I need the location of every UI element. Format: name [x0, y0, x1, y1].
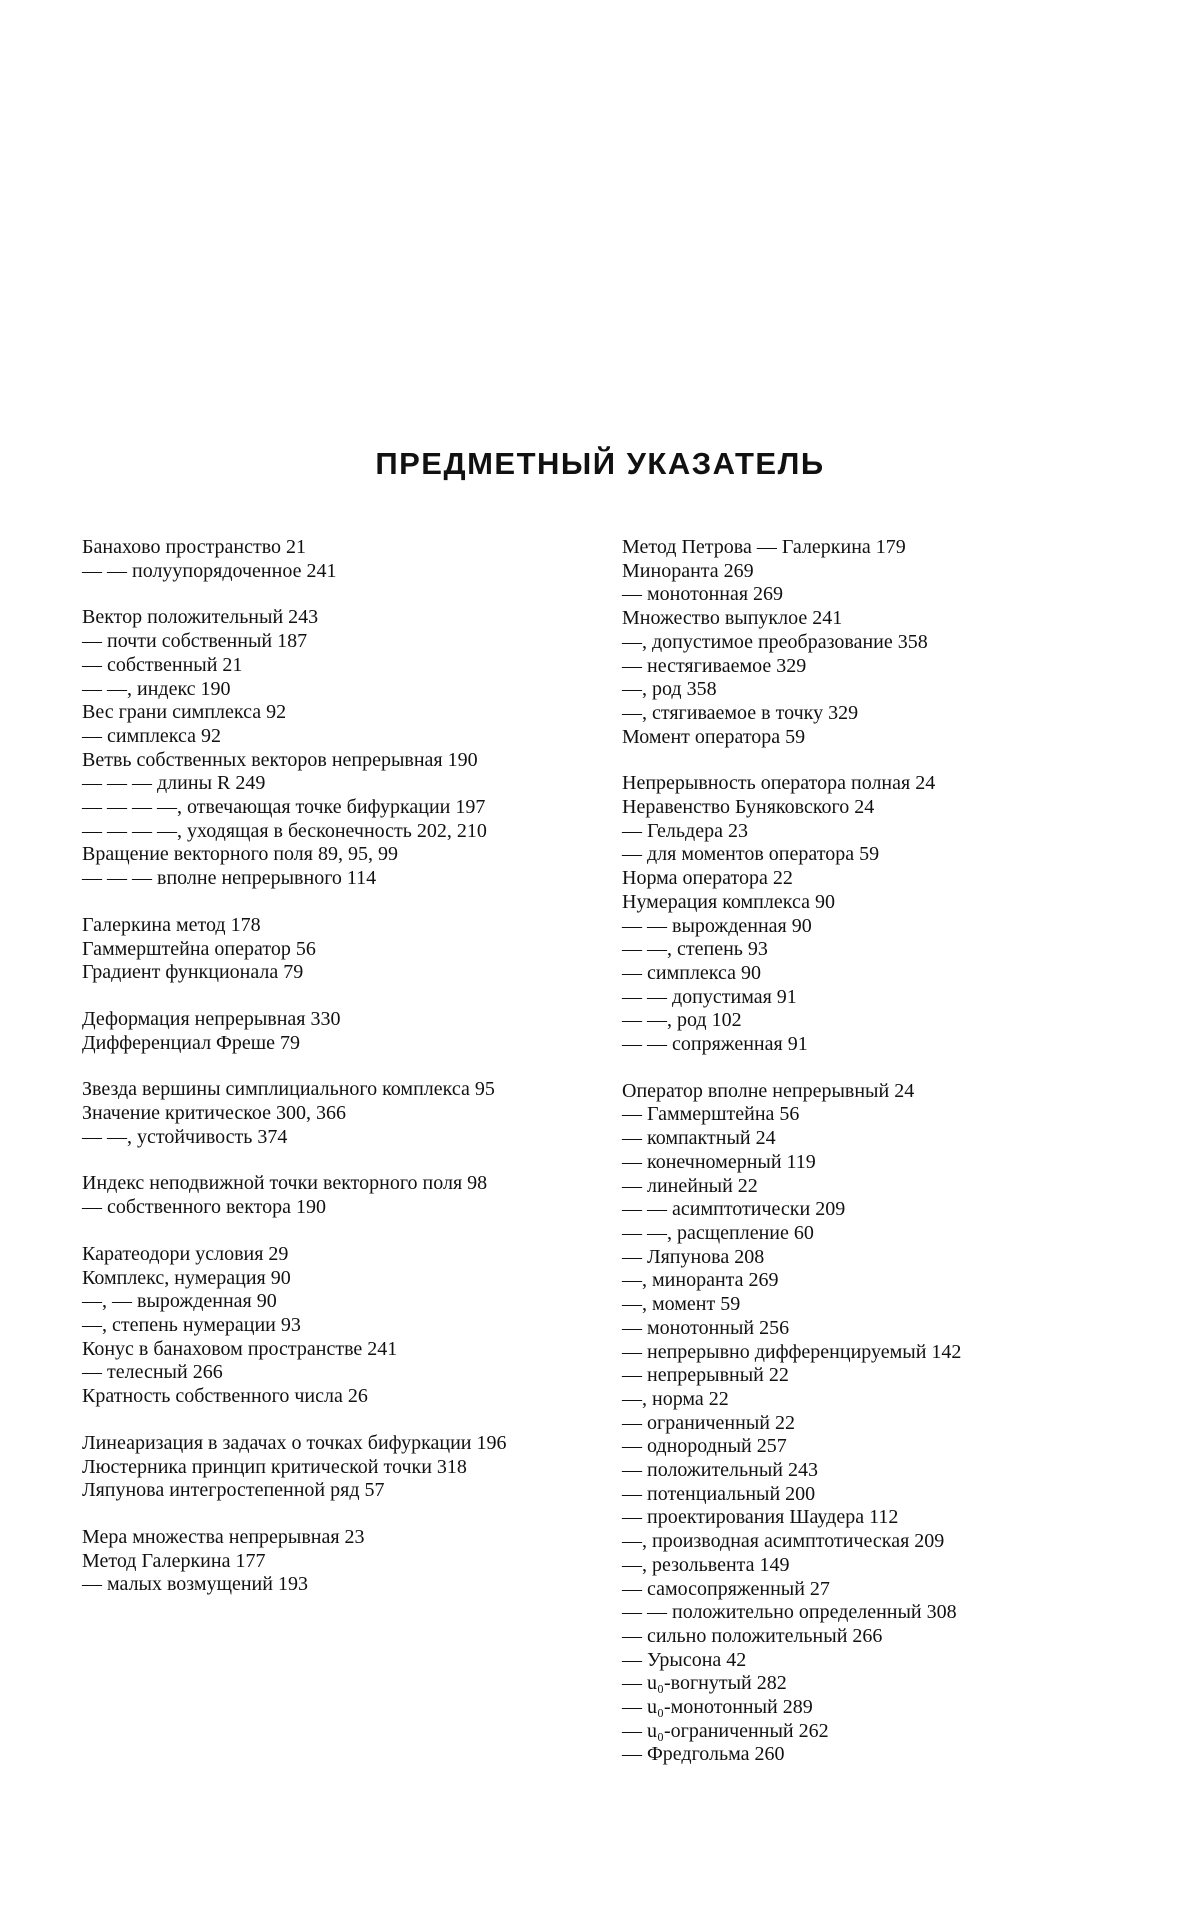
index-entry: Ветвь собственных векторов непрерывная 190 [82, 748, 478, 771]
index-entry: — —, род 102 [622, 1009, 742, 1032]
index-group [82, 1432, 577, 1503]
index-entry: — — сопряженная 91 [622, 1033, 808, 1056]
index-entry: Деформация непрерывная 330 [82, 1007, 341, 1030]
index-entry: — —, степень 93 [622, 938, 768, 961]
index-entry: — симплекса 90 [622, 961, 762, 984]
index-entry: — Ляпунова 208 [622, 1245, 765, 1268]
index-entry: Линеаризация в задачах о точках бифуркации 196 [82, 1431, 507, 1454]
index-entry: — —, индекс 190 [82, 677, 231, 700]
index-entry: —, производная асимптотическая 209 [622, 1530, 945, 1553]
index-entry: — линейный 22 [622, 1174, 758, 1197]
index-group [82, 1078, 577, 1149]
index-entry: —, степень нумерации 93 [82, 1313, 301, 1336]
index-entry: Люстерника принцип критической точки 318 [82, 1455, 467, 1478]
index-entry: Значение критическое 300, 366 [82, 1102, 347, 1125]
index-entry: Оператор вполне непрерывный 24 [622, 1079, 915, 1102]
index-group [622, 1080, 1108, 1767]
index-group [82, 1243, 577, 1409]
index-entry: Непрерывность оператора полная 24 [622, 772, 936, 795]
index-entry: — — асимптотически 209 [622, 1198, 846, 1221]
index-entry: Галеркина метод 178 [82, 913, 261, 936]
index-entry: —, норма 22 [622, 1387, 729, 1410]
index-entry: — телесный 266 [82, 1361, 223, 1384]
index-entry: — u₀-монотонный 289 [622, 1696, 813, 1719]
index-entry: Гаммерштейна оператор 56 [82, 937, 316, 960]
index-entry: — Гельдера 23 [622, 819, 748, 842]
index-entry: — u₀-вогнутый 282 [622, 1672, 787, 1695]
index-entry: — монотонный 256 [622, 1316, 790, 1339]
index-entry: Дифференциал Фреше 79 [82, 1031, 300, 1054]
index-entry: — малых возмущений 193 [82, 1573, 308, 1596]
index-group [622, 536, 1108, 749]
index-entry: — — — длины R 249 [82, 772, 266, 795]
index-entry: Ляпунова интегростепенной ряд 57 [82, 1479, 385, 1502]
index-entry: — — положительно определенный 308 [622, 1601, 957, 1624]
index-entry: — — — —, отвечающая точке бифуркации 197 [82, 796, 486, 819]
index-entry: — положительный 243 [622, 1459, 819, 1482]
index-entry: Каратеодори условия 29 [82, 1242, 289, 1265]
index-entry: — непрерывно дифференцируемый 142 [622, 1340, 962, 1363]
index-entry: — ограниченный 22 [622, 1411, 795, 1434]
index-entry: Вектор положительный 243 [82, 606, 319, 629]
index-entry: —, резольвента 149 [622, 1553, 790, 1576]
index-entry: — Фредгольма 260 [622, 1743, 785, 1766]
index-group [82, 1008, 577, 1055]
index-entry: Комплекс, нумерация 90 [82, 1266, 291, 1289]
index-entry: —, род 358 [622, 678, 717, 701]
index-entry: —, — вырожденная 90 [82, 1290, 277, 1313]
index-entry: — непрерывный 22 [622, 1364, 789, 1387]
index-entry: — проектирования Шаудера 112 [622, 1506, 899, 1529]
index-entry: Норма оператора 22 [622, 867, 793, 890]
index-entry: Нумерация комплекса 90 [622, 890, 835, 913]
index-entry: —, допустимое преобразование 358 [622, 630, 928, 653]
index-group [82, 606, 577, 890]
index-group [82, 914, 577, 985]
index-entry: — —, устойчивость 374 [82, 1125, 288, 1148]
index-column-right [622, 536, 1108, 1790]
index-entry: Градиент функционала 79 [82, 961, 304, 984]
index-entry: Звезда вершины симплициального комплекса 95 [82, 1078, 495, 1101]
page-title: ПРЕДМЕТНЫЙ УКАЗАТЕЛЬ [375, 446, 825, 481]
index-group [82, 1172, 577, 1219]
index-column-left [82, 536, 577, 1620]
index-entry: — однородный 257 [622, 1435, 787, 1458]
index-entry: Банахово пространство 21 [82, 536, 307, 558]
index-entry: — — полуупорядоченное 241 [82, 559, 337, 582]
index-entry: Метод Галеркина 177 [82, 1549, 266, 1572]
index-entry: — —, расщепление 60 [622, 1221, 814, 1244]
index-entry: —, стягиваемое в точку 329 [622, 701, 859, 724]
index-entry: — почти собственный 187 [82, 630, 308, 653]
index-entry: — Урысона 42 [622, 1648, 747, 1671]
index-group [622, 772, 1108, 1056]
index-entry: Вращение векторного поля 89, 95, 99 [82, 843, 398, 866]
index-entry: — — допустимая 91 [622, 985, 797, 1008]
index-entry: Конус в банаховом пространстве 241 [82, 1337, 398, 1360]
index-entry: — — — —, уходящая в бесконечность 202, 210 [82, 819, 487, 842]
index-entry: — компактный 24 [622, 1127, 776, 1150]
index-entry: — для моментов оператора 59 [622, 843, 880, 866]
index-entry: —, момент 59 [622, 1293, 741, 1316]
index-entry: — потенциальный 200 [622, 1482, 816, 1505]
index-entry: — u₀-ограниченный 262 [622, 1719, 829, 1742]
index-entry: — собственный 21 [82, 653, 243, 676]
index-entry: Мера множества непрерывная 23 [82, 1525, 365, 1548]
index-entry: Момент оператора 59 [622, 725, 806, 748]
index-entry: Миноранта 269 [622, 559, 754, 582]
index-entry: Кратность собственного числа 26 [82, 1385, 368, 1408]
index-entry: — сильно положительный 266 [622, 1624, 883, 1647]
index-entry: —, миноранта 269 [622, 1269, 779, 1292]
index-group [82, 536, 577, 583]
index-entry: — монотонная 269 [622, 583, 784, 606]
index-entry: — симплекса 92 [82, 724, 222, 747]
index-entry: — — вырожденная 90 [622, 914, 812, 937]
index-entry: — собственного вектора 190 [82, 1196, 326, 1219]
index-entry: — конечномерный 119 [622, 1150, 816, 1173]
index-entry: Метод Петрова — Галеркина 179 [622, 536, 906, 558]
index-entry: — — — вполне непрерывного 114 [82, 867, 377, 890]
index-entry: Вес грани симплекса 92 [82, 701, 287, 724]
index-entry: — нестягиваемое 329 [622, 654, 807, 677]
index-entry: Множество выпуклое 241 [622, 607, 843, 630]
index-entry: — самосопряженный 27 [622, 1577, 830, 1600]
index-entry: Индекс неподвижной точки векторного поля 98 [82, 1172, 488, 1195]
index-entry: Неравенство Буняковского 24 [622, 796, 875, 819]
index-group [82, 1526, 577, 1597]
index-entry: — Гаммерштейна 56 [622, 1103, 800, 1126]
